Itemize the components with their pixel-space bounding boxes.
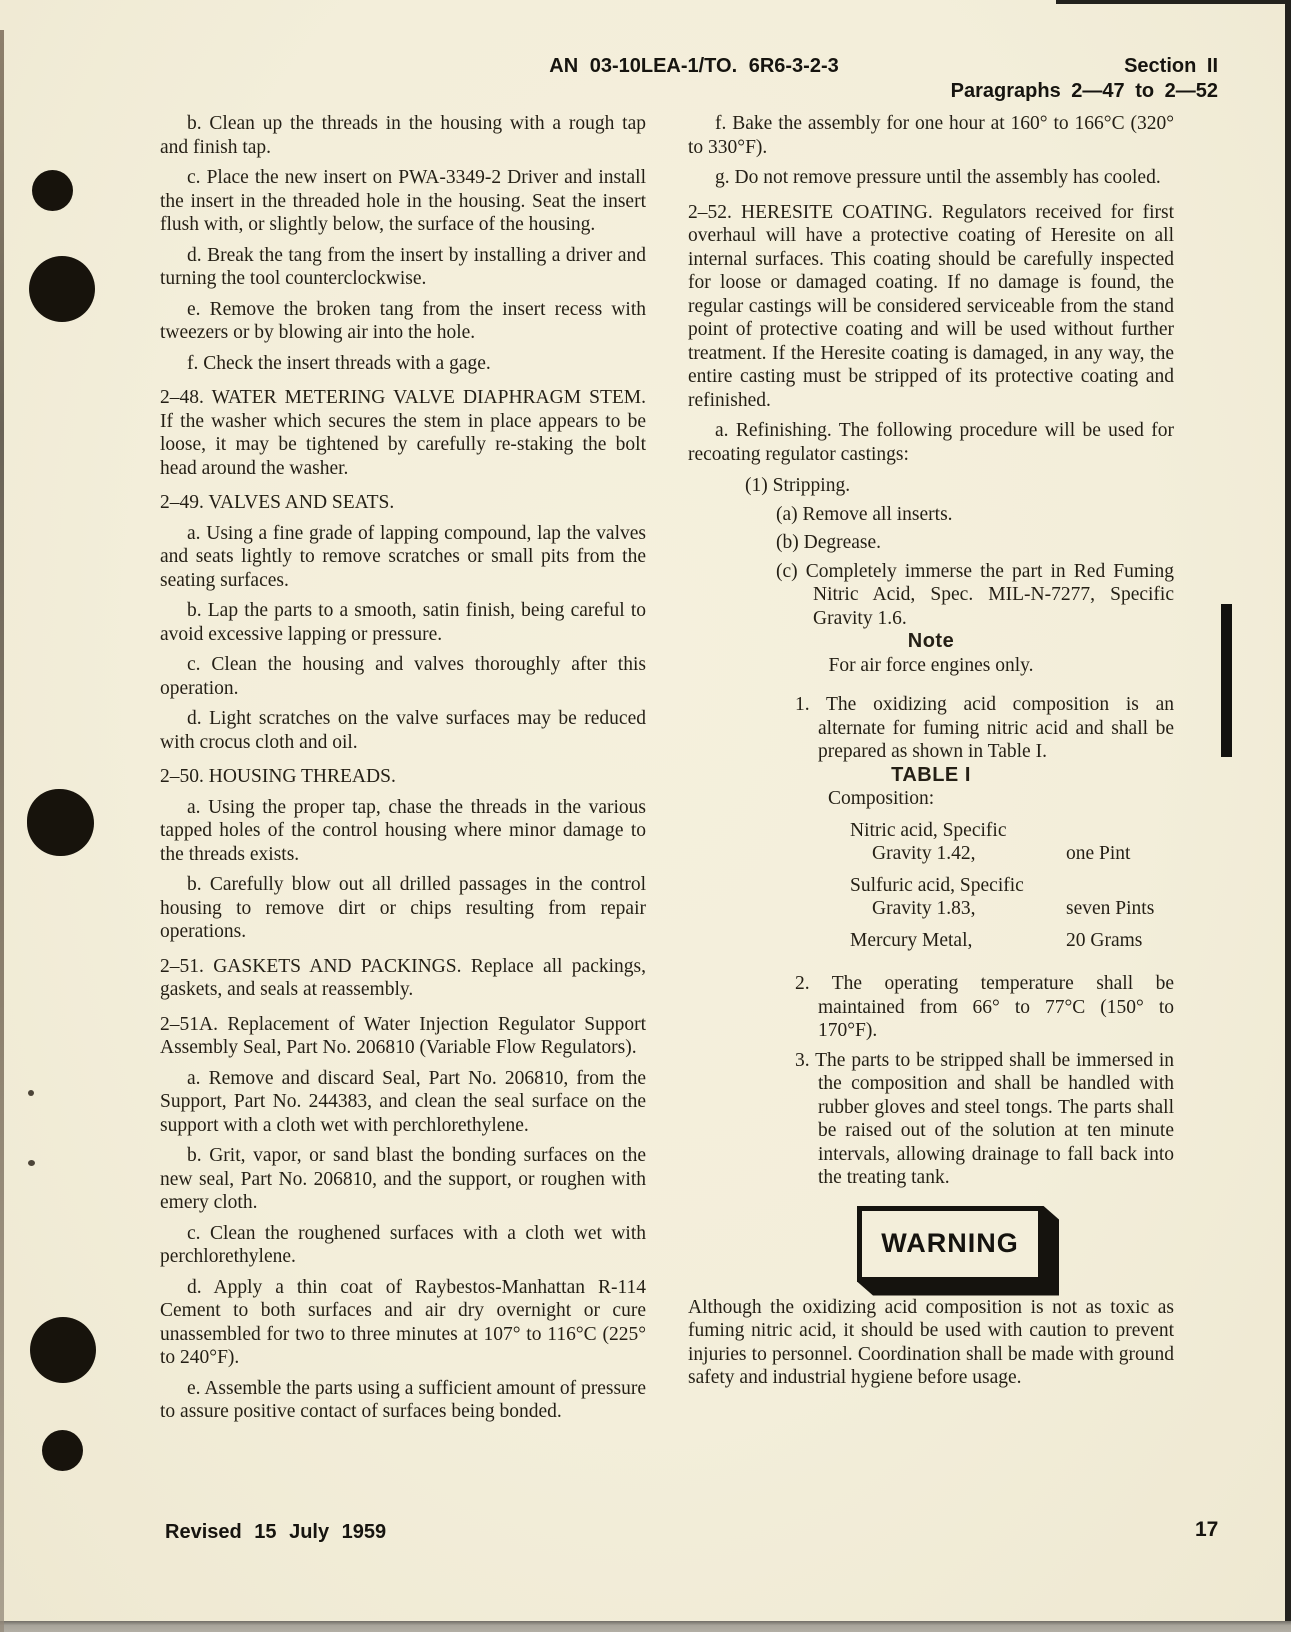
note-heading: Note xyxy=(907,630,955,652)
warning-label: WARNING xyxy=(881,1227,1019,1258)
paragraph: a. Using a fine grade of lapping compound, lap the valves and seats lightly to remove scratches or small pits from the seating surfaces. xyxy=(160,522,646,591)
paragraph: a. Refinishing. The following procedure will be used for recoating regulator castings: xyxy=(688,420,1174,465)
paragraph: f. Check the insert threads with a gage. xyxy=(187,352,491,374)
table-composition-label: Composition: xyxy=(828,788,935,809)
section-heading: 2–50. HOUSING THREADS. xyxy=(160,766,396,787)
paragraph: c. Clean the housing and valves thoroughly after this operation. xyxy=(160,654,646,699)
paragraph: b. Clean up the threads in the housing with a rough tap and finish tap. xyxy=(160,113,646,158)
hole-punch-mark xyxy=(42,1430,83,1471)
footer-page-number: 17 xyxy=(1195,1518,1219,1541)
table-row-value: one Pint xyxy=(1066,843,1131,864)
paragraph: d. Break the tang from the insert by installing a driver and turning the tool counterclockwise. xyxy=(160,244,646,289)
header-doc-number: AN 03-10LEA-1/TO. 6R6-3-2-3 xyxy=(549,55,839,77)
footer-revision-date: Revised 15 July 1959 xyxy=(165,1521,387,1543)
paragraph: d. Apply a thin coat of Raybestos-Manhattan R-114 Cement to both surfaces and air dry overnight or cure unassembled for two to three minutes at 107° to 116°C (225° to 240°F). xyxy=(160,1276,646,1368)
list-item: (1) Stripping. xyxy=(745,475,851,496)
table-title: TABLE I xyxy=(891,763,971,786)
note-text: For air force engines only. xyxy=(828,654,1034,676)
right-column xyxy=(688,112,1174,1390)
scan-edge-left xyxy=(0,30,4,1632)
paragraph: b. Carefully blow out all drilled passages in the control housing to remove dirt or chips resulting from repair operations. xyxy=(160,874,646,942)
scan-edge-top xyxy=(1056,0,1291,4)
section-paragraph: 2–51. GASKETS AND PACKINGS. Replace all packings, gaskets, and seals at reassembly. xyxy=(160,955,646,1000)
table-row-label: Mercury Metal, xyxy=(850,929,973,951)
scan-edge-right xyxy=(1285,0,1291,1632)
paragraph: c. Clean the roughened surfaces with a cloth wet with perchlorethylene. xyxy=(160,1222,646,1267)
warning-box-frame xyxy=(857,1206,1043,1282)
warning-text: Although the oxidizing acid composition is not as toxic as fuming nitric acid, it should be used with caution to prevent injuries to personnel. Coordination shall be made with ground safety and industrial hygiene before usage. xyxy=(688,1296,1174,1388)
table-row xyxy=(688,874,1174,921)
list-item: (a) Remove all inserts. xyxy=(776,503,953,525)
header-paragraph-range: Paragraphs 2—47 to 2—52 xyxy=(950,80,1218,102)
list-item: (b) Degrease. xyxy=(776,532,882,553)
header-section: Section II xyxy=(1124,55,1218,77)
ink-speck xyxy=(28,1090,34,1096)
warning-box xyxy=(857,1206,1059,1296)
table-row-label: Nitric acid, Specific Gravity 1.42, xyxy=(850,819,1007,864)
revision-change-bar xyxy=(1221,604,1232,757)
hole-punch-mark xyxy=(29,256,95,322)
hole-punch-mark xyxy=(30,1317,96,1383)
list-item: (c) Completely immerse the part in Red Fuming Nitric Acid, Spec. MIL-N-7277, Specific Gravity 1.6. xyxy=(776,560,1174,629)
paragraph: d. Light scratches on the valve surfaces may be reduced with crocus cloth and oil. xyxy=(160,708,646,753)
table-row-label: Sulfuric acid, Specific Gravity 1.83, xyxy=(850,874,1024,919)
paragraph: e. Remove the broken tang from the insert recess with tweezers or by blowing air into the hole. xyxy=(160,298,646,343)
paragraph: a. Using the proper tap, chase the threads in the various tapped holes of the control housing where minor damage to the threads exists. xyxy=(160,796,646,865)
scan-edge-bottom xyxy=(0,1621,1291,1632)
ink-speck xyxy=(28,1160,35,1166)
paragraph: b. Lap the parts to a smooth, satin finish, being careful to avoid excessive lapping or pressure. xyxy=(160,600,646,645)
paragraph: c. Place the new insert on PWA-3349-2 Driver and install the insert in the threaded hole in the housing. Seat the insert flush with, or slightly below, the surface of the housing. xyxy=(160,167,646,235)
table-row-value: seven Pints xyxy=(1066,898,1155,919)
section-paragraph: 2–48. WATER METERING VALVE DIAPHRAGM STEM. If the washer which secures the stem in place appears to be loose, it may be tightened by carefully re-staking the bolt head around the washer. xyxy=(160,387,646,479)
numbered-item: 3. The parts to be stripped shall be immersed in the composition and shall be handled with rubber gloves and steel tongs. The parts shall be raised out of the solution at ten minute intervals, allowing drainage to fall back into the treating tank. xyxy=(795,1049,1174,1188)
section-heading: 2–49. VALVES AND SEATS. xyxy=(160,492,395,513)
hole-punch-mark xyxy=(27,789,94,856)
numbered-item: 1. The oxidizing acid composition is an alternate for fuming nitric acid and shall be prepared as shown in Table I. xyxy=(795,694,1174,762)
table-row xyxy=(688,819,1174,866)
table-row-value: 20 Grams xyxy=(1066,929,1143,951)
paragraph: a. Remove and discard Seal, Part No. 206810, from the Support, Part No. 244383, and clean the seal surface on the support with a cloth wet with perchlorethylene. xyxy=(160,1067,646,1136)
left-column xyxy=(160,112,646,1424)
section-paragraph: 2–52. HERESITE COATING. Regulators received for first overhaul will have a protective coating of Heresite on all internal surfaces. This coating should be carefully inspected for loose or damaged coating. If no damage is found, the regular castings will be considered serviceable from the stand point of protective coating and will be used without further treatment. If the Heresite coating is damaged, in any way, the entire casting must be stripped of its protective coating and refinished. xyxy=(688,201,1174,411)
paragraph: b. Grit, vapor, or sand blast the bonding surfaces on the new seal, Part No. 206810, and the support, or roughen with emery cloth. xyxy=(160,1145,646,1213)
paragraph: e. Assemble the parts using a sufficient amount of pressure to assure positive contact of surfaces being bonded. xyxy=(160,1377,646,1422)
numbered-item: 2. The operating temperature shall be maintained from 66° to 77°C (150° to 170°F). xyxy=(795,973,1174,1041)
section-paragraph: 2–51A. Replacement of Water Injection Regulator Support Assembly Seal, Part No. 206810 (Variable Flow Regulators). xyxy=(160,1013,646,1058)
paragraph: f. Bake the assembly for one hour at 160° to 166°C (320° to 330°F). xyxy=(688,113,1174,158)
table-row xyxy=(688,929,1174,953)
paragraph: g. Do not remove pressure until the assembly has cooled. xyxy=(715,167,1161,188)
hole-punch-mark xyxy=(32,170,73,211)
